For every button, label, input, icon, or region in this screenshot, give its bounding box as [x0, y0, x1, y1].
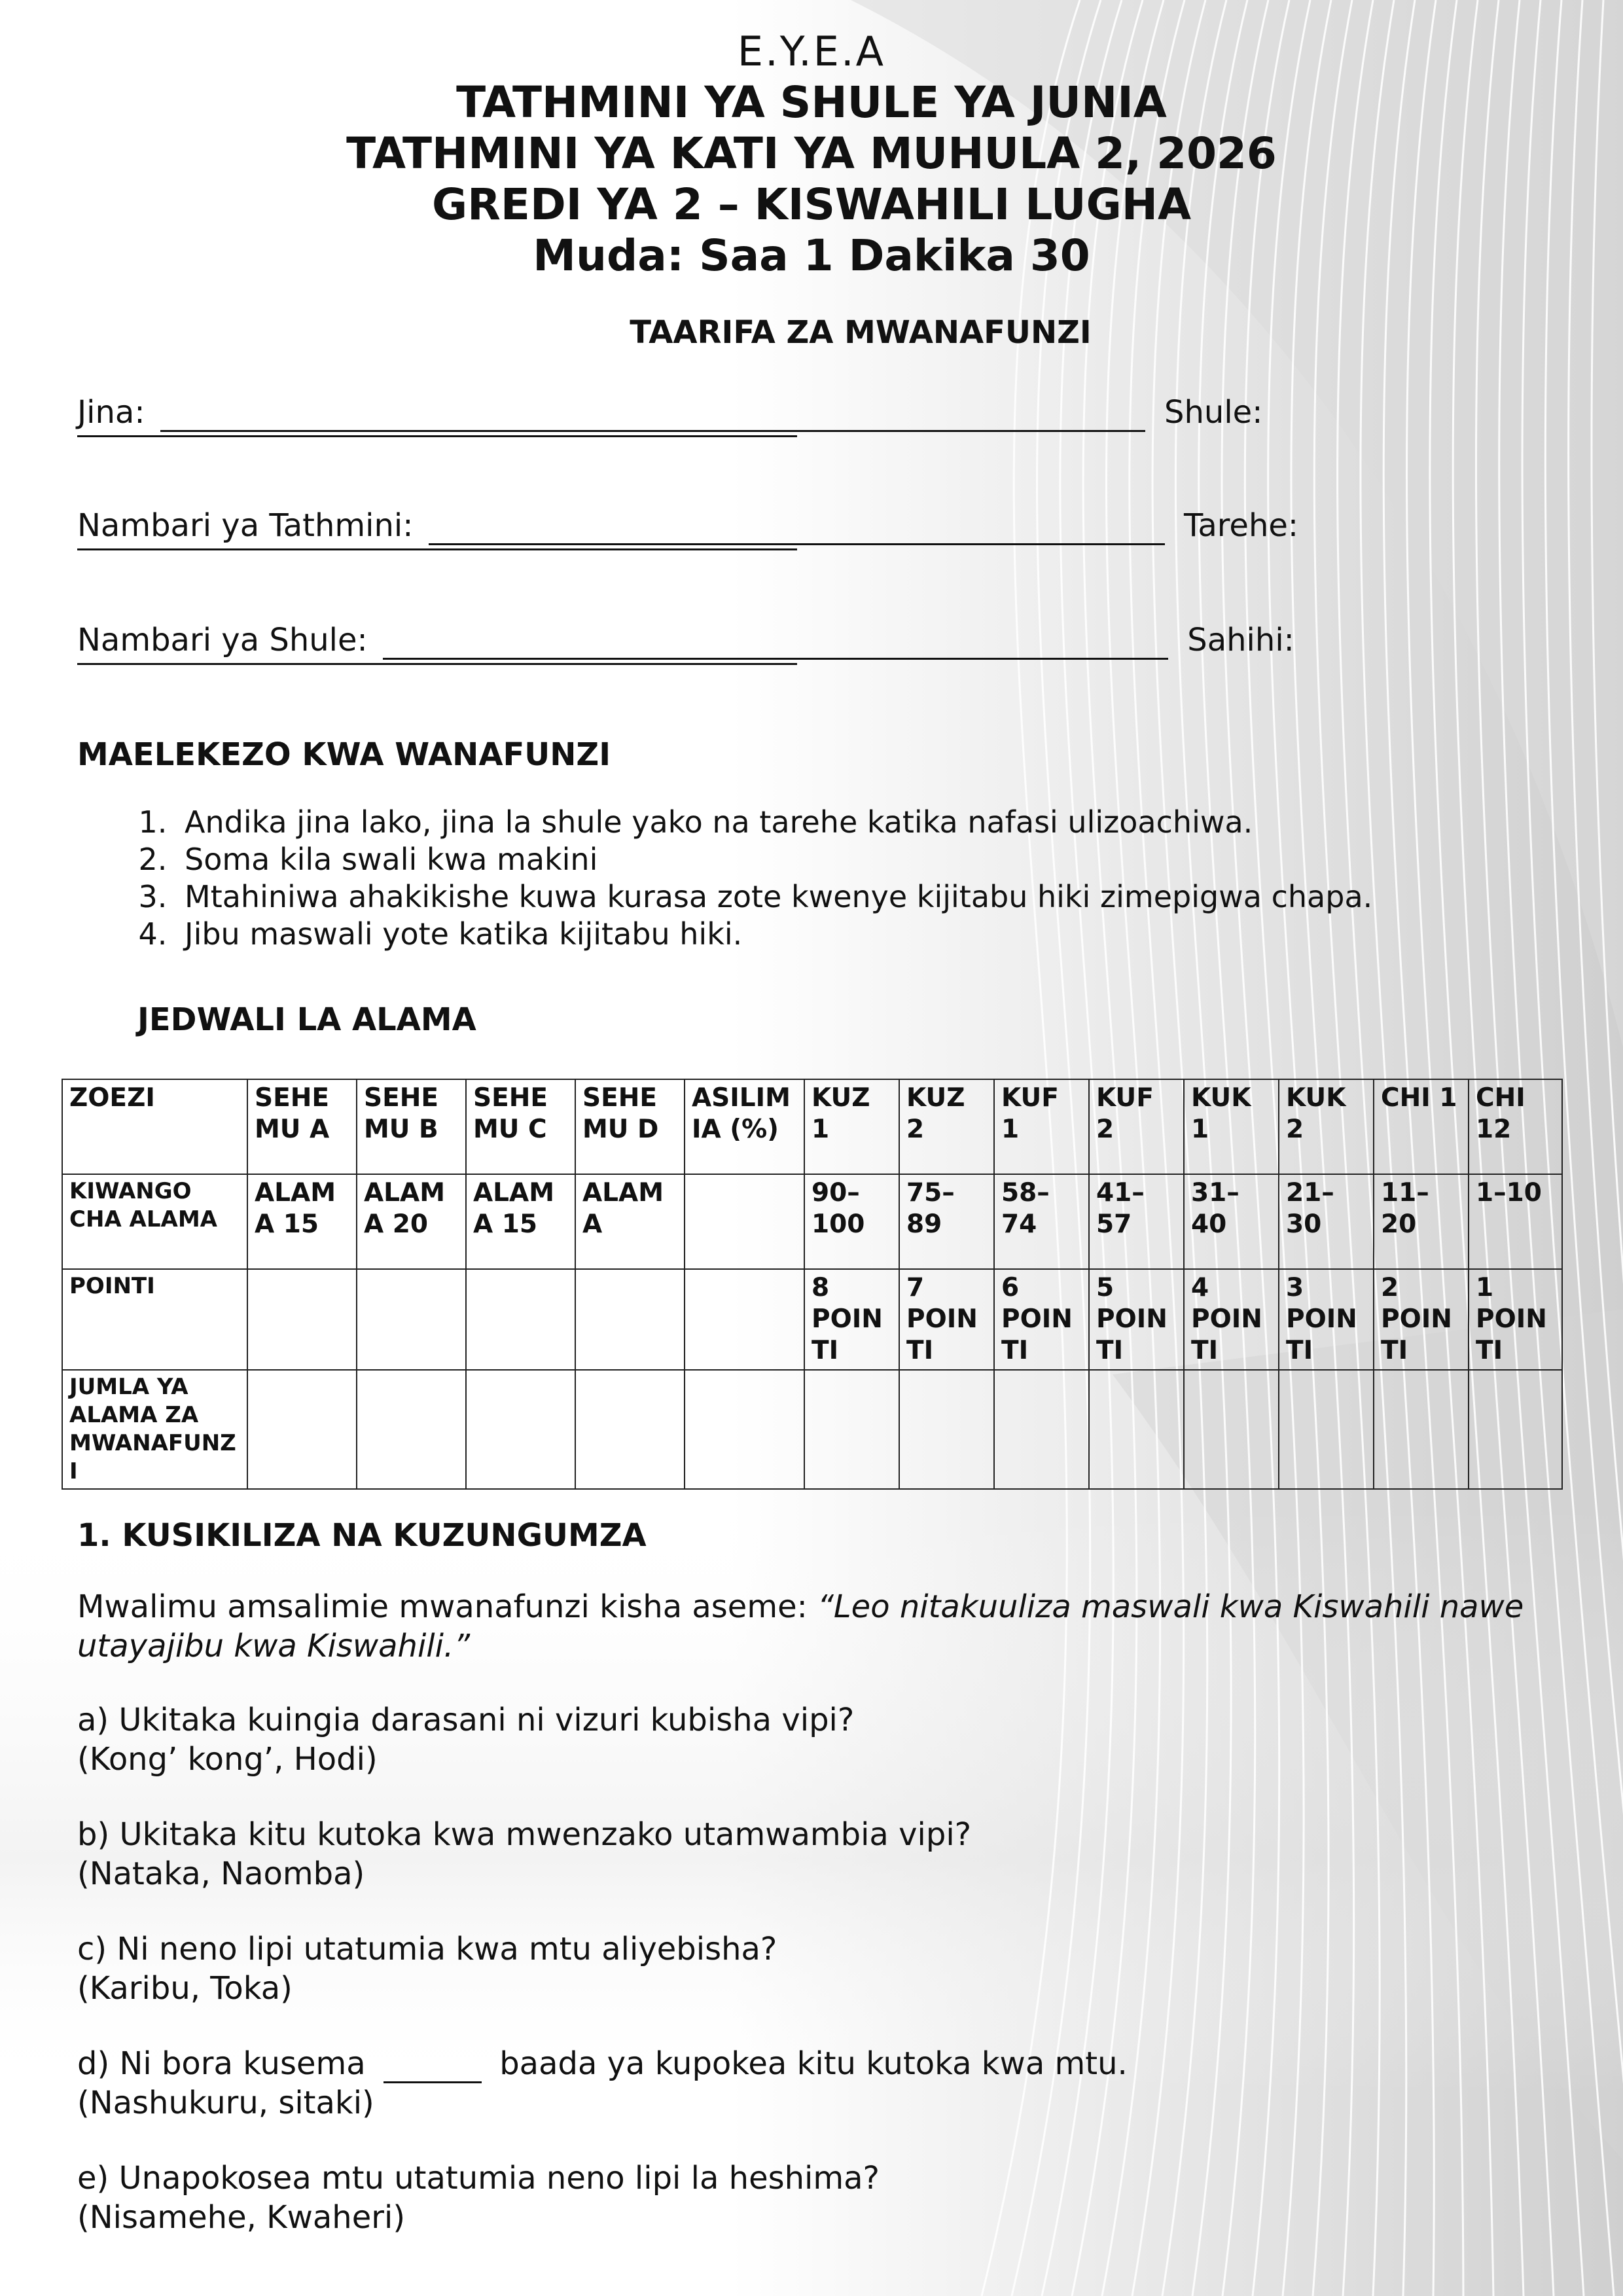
table-cell: SEHEMU C	[466, 1079, 575, 1174]
table-cell: 5 POINTI	[1089, 1269, 1184, 1370]
instructions-list	[124, 804, 1372, 953]
instruction-item: 4. Jibu maswali yote katika kijitabu hiki.	[177, 916, 1372, 953]
instruction-item: 3. Mtahiniwa ahakikishe kuwa kurasa zote kwenye kijitabu hiki zimepigwa chapa.	[177, 878, 1372, 916]
table-cell: ALAMA 15	[247, 1174, 357, 1269]
instructions-title: MAELEKEZO KWA WANAFUNZI	[77, 736, 611, 773]
table-cell[interactable]	[1469, 1370, 1562, 1489]
table-row-heading: POINTI	[62, 1269, 247, 1370]
answer-options: (Nisamehe, Kwaheri)	[77, 2199, 406, 2236]
table-cell: 7 POINTI	[899, 1269, 994, 1370]
table-cell[interactable]	[1184, 1370, 1279, 1489]
table-cell: ALAMA 20	[357, 1174, 466, 1269]
table-cell: SEHEMU A	[247, 1079, 357, 1174]
date-field[interactable]	[77, 548, 797, 550]
question-text-end: baada ya kupokea kitu kutoka kwa mtu.	[499, 2045, 1128, 2082]
table-cell: SEHEMU D	[575, 1079, 685, 1174]
table-cell: CHI 12	[1469, 1079, 1562, 1174]
table-cell[interactable]	[1374, 1370, 1469, 1489]
instruction-item: 1. Andika jina lako, jina la shule yako na tarehe katika nafasi ulizoachiwa.	[177, 804, 1372, 841]
question-e	[77, 2159, 1543, 2237]
name-label: Jina:	[77, 394, 145, 431]
table-row-points	[62, 1269, 1562, 1370]
table-cell: 41–57	[1089, 1174, 1184, 1269]
table-cell: 1–10	[1469, 1174, 1562, 1269]
question-d	[77, 2044, 1543, 2123]
table-cell: 6 POINTI	[994, 1269, 1089, 1370]
table-row-heading: KIWANGO CHA ALAMA	[62, 1174, 247, 1269]
name-school-row	[77, 393, 1262, 432]
exam-duration: Muda: Saa 1 Dakika 30	[533, 230, 1090, 281]
school-label: Shule:	[1164, 394, 1263, 431]
assessment-number-field[interactable]	[429, 511, 1165, 545]
question-a	[77, 1700, 1543, 1779]
table-cell[interactable]	[804, 1370, 899, 1489]
school-number-signature-row	[77, 620, 1294, 660]
table-cell: KUF 2	[1089, 1079, 1184, 1174]
table-cell: 75–89	[899, 1174, 994, 1269]
table-cell: 4 POINTI	[1184, 1269, 1279, 1370]
school-number-label: Nambari ya Shule:	[77, 622, 368, 658]
table-cell: KUZ 2	[899, 1079, 994, 1174]
table-cell[interactable]	[899, 1370, 994, 1489]
school-field[interactable]	[77, 435, 797, 437]
assessment-number-label: Nambari ya Tathmini:	[77, 507, 414, 544]
signature-label: Sahihi:	[1187, 622, 1294, 658]
marks-table-title: JEDWALI LA ALAMA	[137, 1001, 476, 1038]
fill-in-blank[interactable]	[383, 2050, 482, 2083]
date-label: Tarehe:	[1183, 507, 1299, 544]
exam-grade-subject: GREDI YA 2 – KISWAHILI LUGHA	[431, 179, 1192, 230]
table-cell: ASILIMIA (%)	[685, 1079, 804, 1174]
table-cell: ALAMA	[575, 1174, 685, 1269]
table-cell: CHI 1	[1374, 1079, 1469, 1174]
table-row-heading: JUMLA YA ALAMA ZA MWANAFUNZI	[62, 1370, 247, 1489]
question-text: b) Ukitaka kitu kutoka kwa mwenzako utamwambia vipi?	[77, 1816, 972, 1853]
table-cell: 90–100	[804, 1174, 899, 1269]
section1-title: 1. KUSIKILIZA NA KUZUNGUMZA	[77, 1517, 647, 1554]
table-cell: KUF 1	[994, 1079, 1089, 1174]
question-text: e) Unapokosea mtu utatumia neno lipi la heshima?	[77, 2160, 880, 2197]
table-cell: 58–74	[994, 1174, 1089, 1269]
table-cell	[685, 1174, 804, 1269]
answer-options: (Nataka, Naomba)	[77, 1856, 365, 1892]
table-row-total	[62, 1370, 1562, 1489]
table-cell: KUK 2	[1279, 1079, 1374, 1174]
table-cell	[466, 1269, 575, 1370]
table-cell[interactable]	[357, 1370, 466, 1489]
table-cell[interactable]	[994, 1370, 1089, 1489]
signature-field[interactable]	[77, 663, 797, 665]
table-cell[interactable]	[575, 1370, 685, 1489]
question-text-start: d) Ni bora kusema	[77, 2045, 366, 2082]
question-c	[77, 1929, 1543, 2008]
school-number-field[interactable]	[383, 625, 1168, 660]
table-cell[interactable]	[1279, 1370, 1374, 1489]
table-cell	[357, 1269, 466, 1370]
table-cell: KUZ 1	[804, 1079, 899, 1174]
question-b	[77, 1815, 1543, 1893]
table-header-row	[62, 1079, 1562, 1174]
table-cell[interactable]	[1089, 1370, 1184, 1489]
table-cell: 1 POINTI	[1469, 1269, 1562, 1370]
instruction-item: 2. Soma kila swali kwa makini	[177, 841, 1372, 878]
table-row-heading: ZOEZI	[62, 1079, 247, 1174]
table-cell: 2 POINTI	[1374, 1269, 1469, 1370]
section1-intro	[77, 1587, 1543, 1666]
table-cell	[575, 1269, 685, 1370]
question-text: a) Ukitaka kuingia darasani ni vizuri kubisha vipi?	[77, 1702, 855, 1738]
table-cell[interactable]	[247, 1370, 357, 1489]
section1-intro-quote: “Leo nitakuuliza maswali kwa Kiswahili nawe utayajibu kwa Kiswahili.”	[77, 1588, 1524, 1664]
table-cell: KUK 1	[1184, 1079, 1279, 1174]
table-cell: 11–20	[1374, 1174, 1469, 1269]
question-text	[77, 2044, 1543, 2083]
question-text: c) Ni neno lipi utatumia kwa mtu aliyebisha?	[77, 1931, 777, 1967]
table-cell: 3 POINTI	[1279, 1269, 1374, 1370]
organization-name: E.Y.E.A	[737, 27, 886, 75]
table-cell: ALAMA 15	[466, 1174, 575, 1269]
section1-intro-text: Mwalimu amsalimie mwanafunzi kisha aseme:	[77, 1588, 808, 1625]
table-cell[interactable]	[466, 1370, 575, 1489]
table-cell: 8 POINTI	[804, 1269, 899, 1370]
answer-options: (Kong’ kong’, Hodi)	[77, 1741, 378, 1778]
name-field[interactable]	[160, 397, 1145, 432]
table-cell[interactable]	[685, 1370, 804, 1489]
answer-options: (Karibu, Toka)	[77, 1970, 293, 2007]
exam-term-title: TATHMINI YA KATI YA MUHULA 2, 2026	[346, 128, 1277, 179]
student-info-title: TAARIFA ZA MWANAFUNZI	[630, 314, 1092, 351]
answer-options: (Nashukuru, sitaki)	[77, 2085, 374, 2121]
marks-table	[62, 1079, 1563, 1490]
table-cell	[247, 1269, 357, 1370]
table-cell: SEHEMU B	[357, 1079, 466, 1174]
table-row-range	[62, 1174, 1562, 1269]
table-cell: 31–40	[1184, 1174, 1279, 1269]
table-cell	[685, 1269, 804, 1370]
assessment-date-row	[77, 506, 1298, 545]
page-header	[0, 26, 1623, 281]
table-cell: 21–30	[1279, 1174, 1374, 1269]
exam-school-title: TATHMINI YA SHULE YA JUNIA	[456, 77, 1167, 128]
